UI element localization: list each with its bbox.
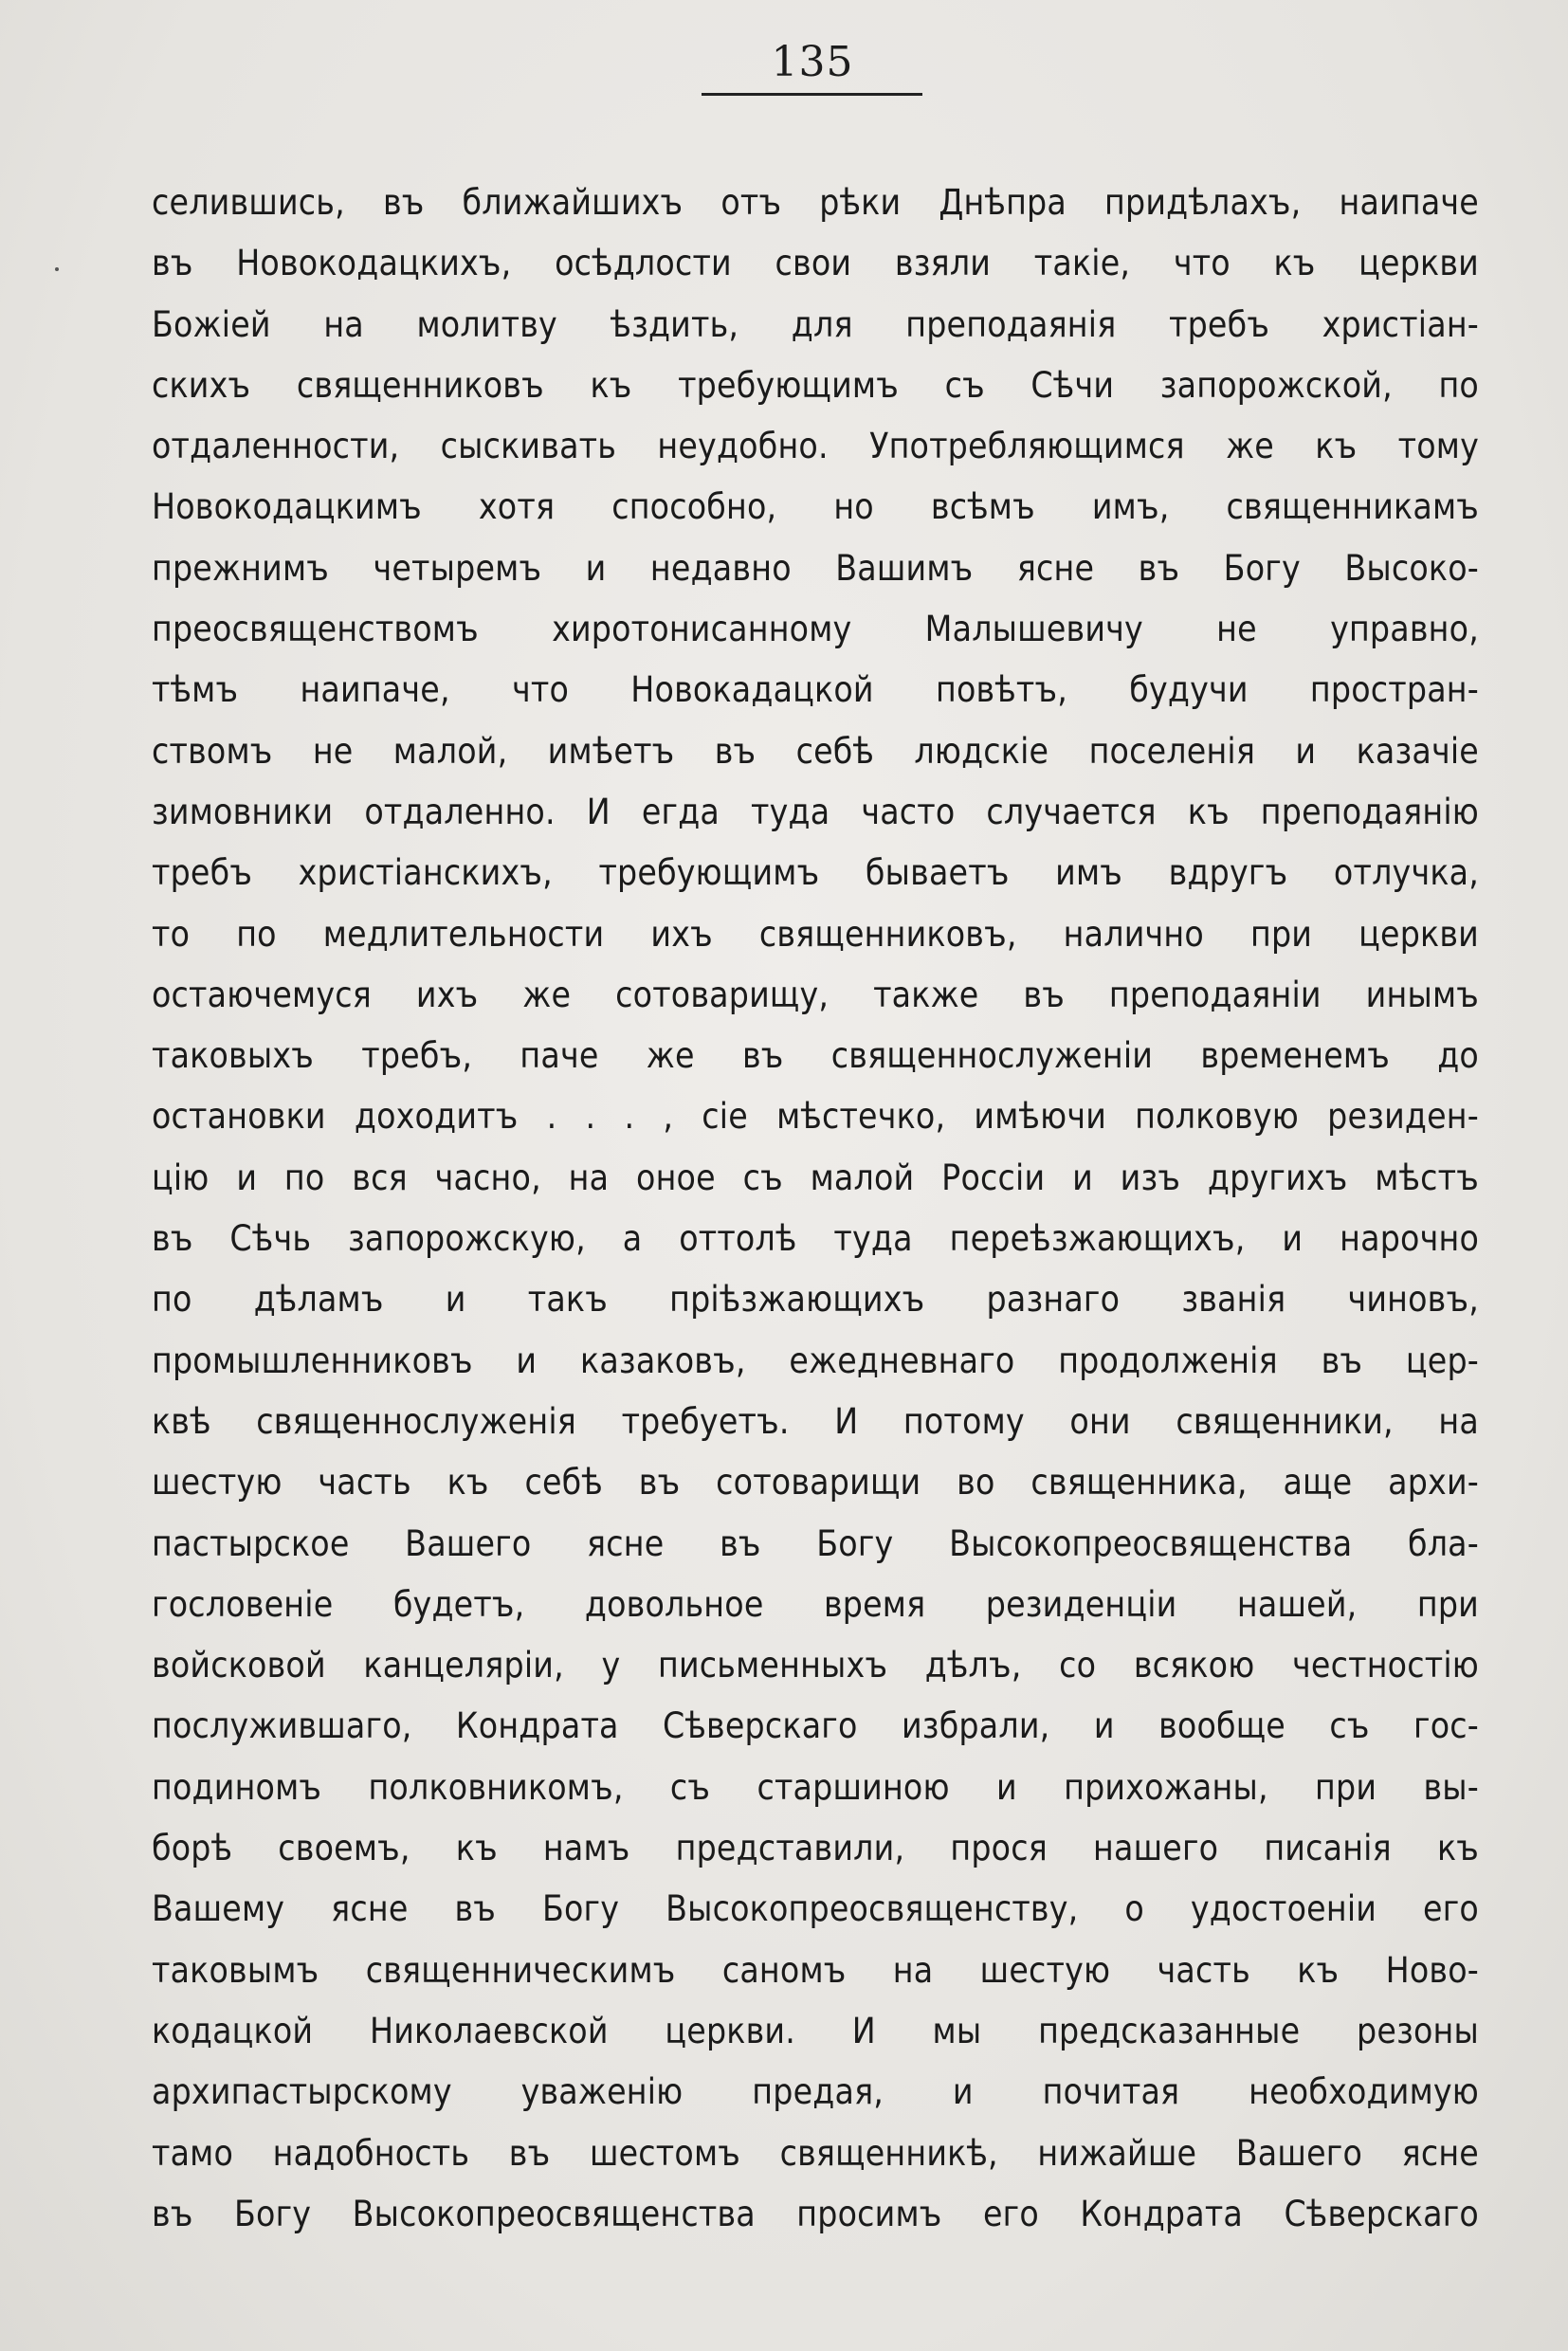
text-line: войсковой канцеляріи, у письменныхъ дѣлъ, со всякою честностію [152, 1645, 1479, 1686]
text-line: отдаленности, сыскивать неудобно. Употребляющимся же къ тому [152, 426, 1479, 467]
text-line: остановки доходитъ . . . , сіе мѣстечко, имѣючи полковую резиден- [152, 1096, 1479, 1138]
text-line: Божіей на молитву ѣздить, для преподаянія требъ христіан- [152, 303, 1479, 345]
text-line: преосвященствомъ хиротонисанному Малышевичу не управно, [152, 609, 1479, 650]
text-line: шестую часть къ себѣ въ сотоварищи во священника, аще архи- [152, 1462, 1479, 1504]
page-number-rule [702, 93, 922, 96]
text-line: ствомъ не малой, имѣетъ въ себѣ людскіе поселенія и казачіе [152, 730, 1479, 772]
text-line: гословеніе будетъ, довольное время резиденціи нашей, при [152, 1583, 1479, 1625]
page-number: 135 [771, 38, 854, 86]
text-line: Новокодацкимъ хотя способно, но всѣмъ имъ, священникамъ [152, 486, 1479, 528]
text-line: тамо надобность въ шестомъ священникѣ, нижайше Вашего ясне [152, 2132, 1479, 2174]
dust-speck [55, 267, 59, 271]
text-line: Вашему ясне въ Богу Высокопреосвященству, о удостоеніи его [152, 1888, 1479, 1930]
text-line: пастырское Вашего ясне въ Богу Высокопреосвященства бла- [152, 1522, 1479, 1564]
text-line: по дѣламъ и такъ пріѣзжающихъ разнаго званія чиновъ, [152, 1279, 1479, 1321]
text-line: требъ христіанскихъ, требующимъ бываетъ имъ вдругъ отлучка, [152, 852, 1479, 894]
body-text [152, 173, 1479, 2245]
text-line: цію и по вся часно, на оное съ малой Россіи и изъ другихъ мѣстъ [152, 1157, 1479, 1198]
text-line: квѣ священнослуженія требуетъ. И потому они священники, на [152, 1400, 1479, 1442]
text-line: борѣ своемъ, къ намъ представили, прося нашего писанія къ [152, 1828, 1479, 1869]
text-line: остаючемуся ихъ же сотоварищу, также въ преподаяніи инымъ [152, 974, 1479, 1015]
text-line: въ Сѣчь запорожскую, а оттолѣ туда переѣзжающихъ, и нарочно [152, 1218, 1479, 1260]
text-line: тѣмъ наипаче, что Новокадацкой повѣтъ, будучи простран- [152, 669, 1479, 711]
text-line: скихъ священниковъ къ требующимъ съ Сѣчи запорожской, по [152, 364, 1479, 406]
text-line: селившись, въ ближайшихъ отъ рѣки Днѣпра придѣлахъ, наипаче [152, 182, 1479, 223]
text-line: архипастырскому уваженію предая, и почитая необходимую [152, 2071, 1479, 2113]
text-line: таковыхъ требъ, паче же въ священнослуженіи временемъ до [152, 1035, 1479, 1077]
text-line: въ Новокодацкихъ, осѣдлости свои взяли такіе, что къ церкви [152, 243, 1479, 284]
text-line: подиномъ полковникомъ, съ старшиною и прихожаны, при вы- [152, 1766, 1479, 1808]
text-line: въ Богу Высокопреосвященства просимъ его Кондрата Сѣверскаго [152, 2193, 1479, 2234]
text-line: послужившаго, Кондрата Сѣверскаго избрали, и вообще съ гос- [152, 1705, 1479, 1747]
text-line: то по медлительности ихъ священниковъ, налично при церкви [152, 913, 1479, 955]
text-line: кодацкой Николаевской церкви. И мы предсказанные резоны [152, 2010, 1479, 2051]
text-line: зимовники отдаленно. И егда туда часто случается къ преподаянію [152, 791, 1479, 832]
text-line: прежнимъ четыремъ и недавно Вашимъ ясне въ Богу Высоко- [152, 547, 1479, 589]
text-line: промышленниковъ и казаковъ, ежедневнаго продолженія въ цер- [152, 1340, 1479, 1381]
text-line: таковымъ священническимъ саномъ на шестую часть къ Ново- [152, 1949, 1479, 1991]
